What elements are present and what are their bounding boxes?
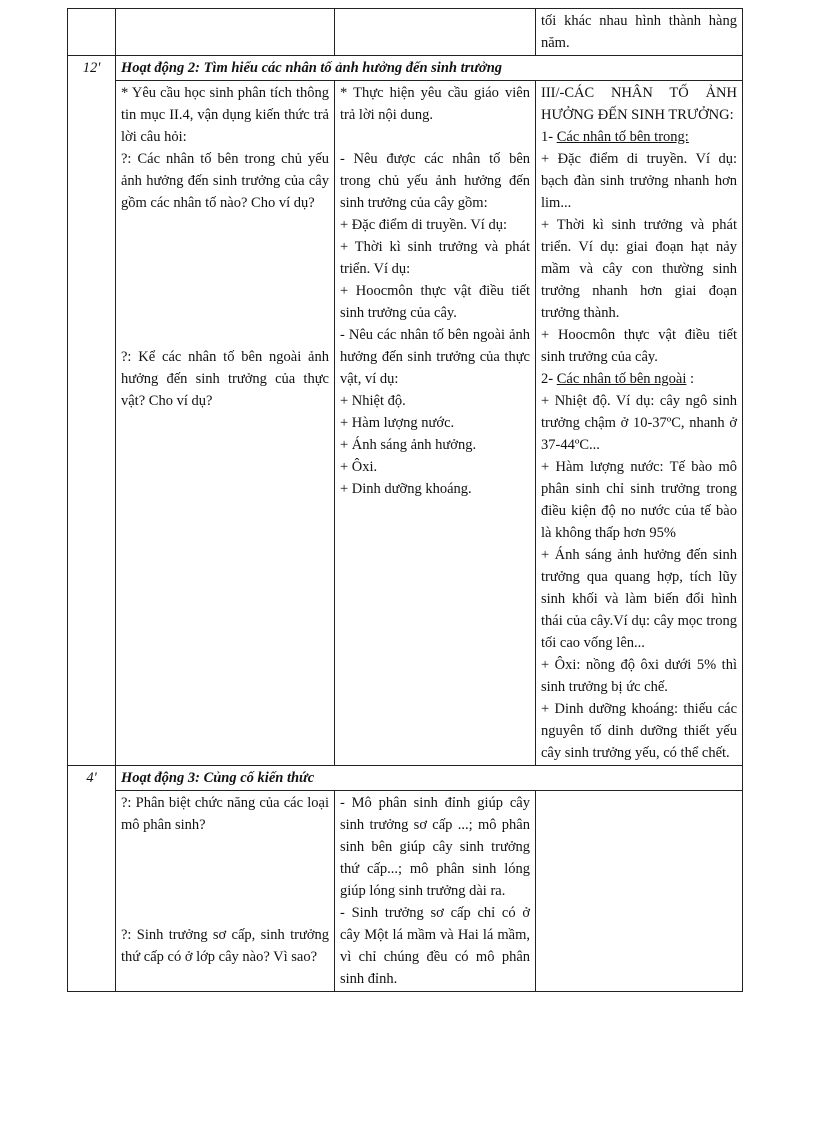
content-item: + Đặc điểm di truyền. Ví dụ: bạch đàn sinh trưởng nhanh hơn lim...	[541, 151, 737, 211]
content-item: + Thời kì sinh trưởng và phát triển. Ví dụ: giai đoạn hạt nảy mầm và cây con thường sinh trưởng nhanh hơn giai đoạn trưởng thành.	[541, 217, 737, 321]
content-item: + Nhiệt độ. Ví dụ: cây ngô sinh trưởng chậm ở 10-37ºC, nhanh ở 37-44ºC...	[541, 393, 737, 453]
section-heading: III/-CÁC NHÂN TỐ ẢNH HƯỞNG ĐẾN SINH TRƯỞNG:	[541, 85, 737, 123]
subsection-suffix: :	[686, 371, 695, 387]
activity2-time: 12'	[68, 56, 116, 766]
subsection-title: Các nhân tố bên ngoài	[556, 371, 687, 387]
subsection-number: 2-	[541, 371, 557, 387]
student-answer: * Thực hiện yêu cầu giáo viên trả lời nội dung.	[340, 85, 530, 123]
table-row-activity2-header	[68, 56, 743, 81]
student-answer: - Sinh trưởng sơ cấp chỉ có ở cây Một lá mầm và Hai lá mầm, vì chỉ chúng đều có mô phân sinh đỉnh.	[340, 905, 530, 987]
content-item: + Dinh dưỡng khoáng: thiếu các nguyên tố dinh dưỡng thiết yếu cây sinh trưởng yếu, có thể chết.	[541, 701, 737, 761]
teacher-cell	[116, 791, 335, 992]
subsection-number: 1-	[541, 129, 557, 145]
content-item: + Ánh sáng ảnh hưởng đến sinh trưởng qua quang hợp, tích lũy sinh khối và làm biến đổi hình thái của cây.Ví dụ: cây mọc trong tối cao vống lên...	[541, 547, 737, 651]
content-cell	[536, 9, 743, 56]
student-cell	[335, 791, 536, 992]
teacher-cell	[116, 81, 335, 766]
student-cell	[335, 9, 536, 56]
activity3-time: 4'	[68, 766, 116, 992]
student-answer: + Dinh dưỡng khoáng.	[340, 481, 472, 497]
student-cell	[335, 81, 536, 766]
teacher-question: ?: Kể các nhân tố bên ngoài ảnh hưởng đến sinh trưởng của thực vật? Cho ví dụ?	[121, 349, 329, 409]
teacher-cell	[116, 9, 335, 56]
content-item: + Hoocmôn thực vật điều tiết sinh trưởng của cây.	[541, 327, 737, 365]
content-item: + Hàm lượng nước: Tế bào mô phân sinh chỉ sinh trưởng trong điều kiện độ no nước của tế bào là không thấp hơn 95%	[541, 459, 737, 541]
student-answer: + Đặc điểm di truyền. Ví dụ:	[340, 217, 507, 233]
content-text: tối khác nhau hình thành hàng năm.	[541, 13, 737, 51]
content-cell	[536, 81, 743, 766]
subsection-inner	[541, 126, 737, 148]
student-answer: - Nêu được các nhân tố bên trong chủ yếu ảnh hưởng đến sinh trưởng của cây gồm:	[340, 151, 530, 211]
table-row-activity2-body	[68, 81, 743, 766]
student-answer: + Thời kì sinh trưởng và phát triển. Ví dụ:	[340, 239, 530, 277]
subsection-title: Các nhân tố bên trong:	[556, 129, 689, 145]
table-row-activity3-body	[68, 791, 743, 992]
table-row-activity3-header	[68, 766, 743, 791]
content-cell	[536, 791, 743, 992]
lesson-plan-table	[67, 8, 743, 992]
teacher-question: ?: Các nhân tố bên trong chủ yếu ảnh hưởng đến sinh trưởng của cây gồm các nhân tố nào? Cho ví dụ?	[121, 151, 329, 211]
student-answer: + Ánh sáng ảnh hưởng.	[340, 437, 477, 453]
teacher-instruction: * Yêu cầu học sinh phân tích thông tin mục II.4, vận dụng kiến thức trả lời câu hỏi:	[121, 85, 329, 145]
time-cell	[68, 9, 116, 56]
activity3-title: Hoạt động 3: Củng cố kiến thức	[116, 766, 743, 791]
subsection-outer	[541, 368, 737, 390]
student-answer: + Hàm lượng nước.	[340, 415, 455, 431]
student-answer: - Mô phân sinh đỉnh giúp cây sinh trưởng sơ cấp ...; mô phân sinh bên giúp cây sinh trưởng thứ cấp...; mô phân sinh lóng giúp lóng sinh trưởng dài ra.	[340, 795, 530, 899]
teacher-question: ?: Phân biệt chức năng của các loại mô phân sinh?	[121, 795, 329, 833]
table-row-continuation	[68, 9, 743, 56]
student-answer: + Hoocmôn thực vật điều tiết sinh trưởng của cây.	[340, 283, 530, 321]
teacher-question: ?: Sinh trưởng sơ cấp, sinh trưởng thứ cấp có ở lớp cây nào? Vì sao?	[121, 927, 329, 965]
student-answer: + Nhiệt độ.	[340, 393, 406, 409]
student-answer: - Nêu các nhân tố bên ngoài ảnh hưởng đến sinh trưởng của thực vật, ví dụ:	[340, 327, 530, 387]
activity2-title: Hoạt động 2: Tìm hiểu các nhân tố ảnh hưởng đến sinh trưởng	[116, 56, 743, 81]
student-answer: + Ôxi.	[340, 459, 378, 475]
content-item: + Ôxi: nồng độ ôxi dưới 5% thì sinh trưởng bị ức chế.	[541, 657, 737, 695]
